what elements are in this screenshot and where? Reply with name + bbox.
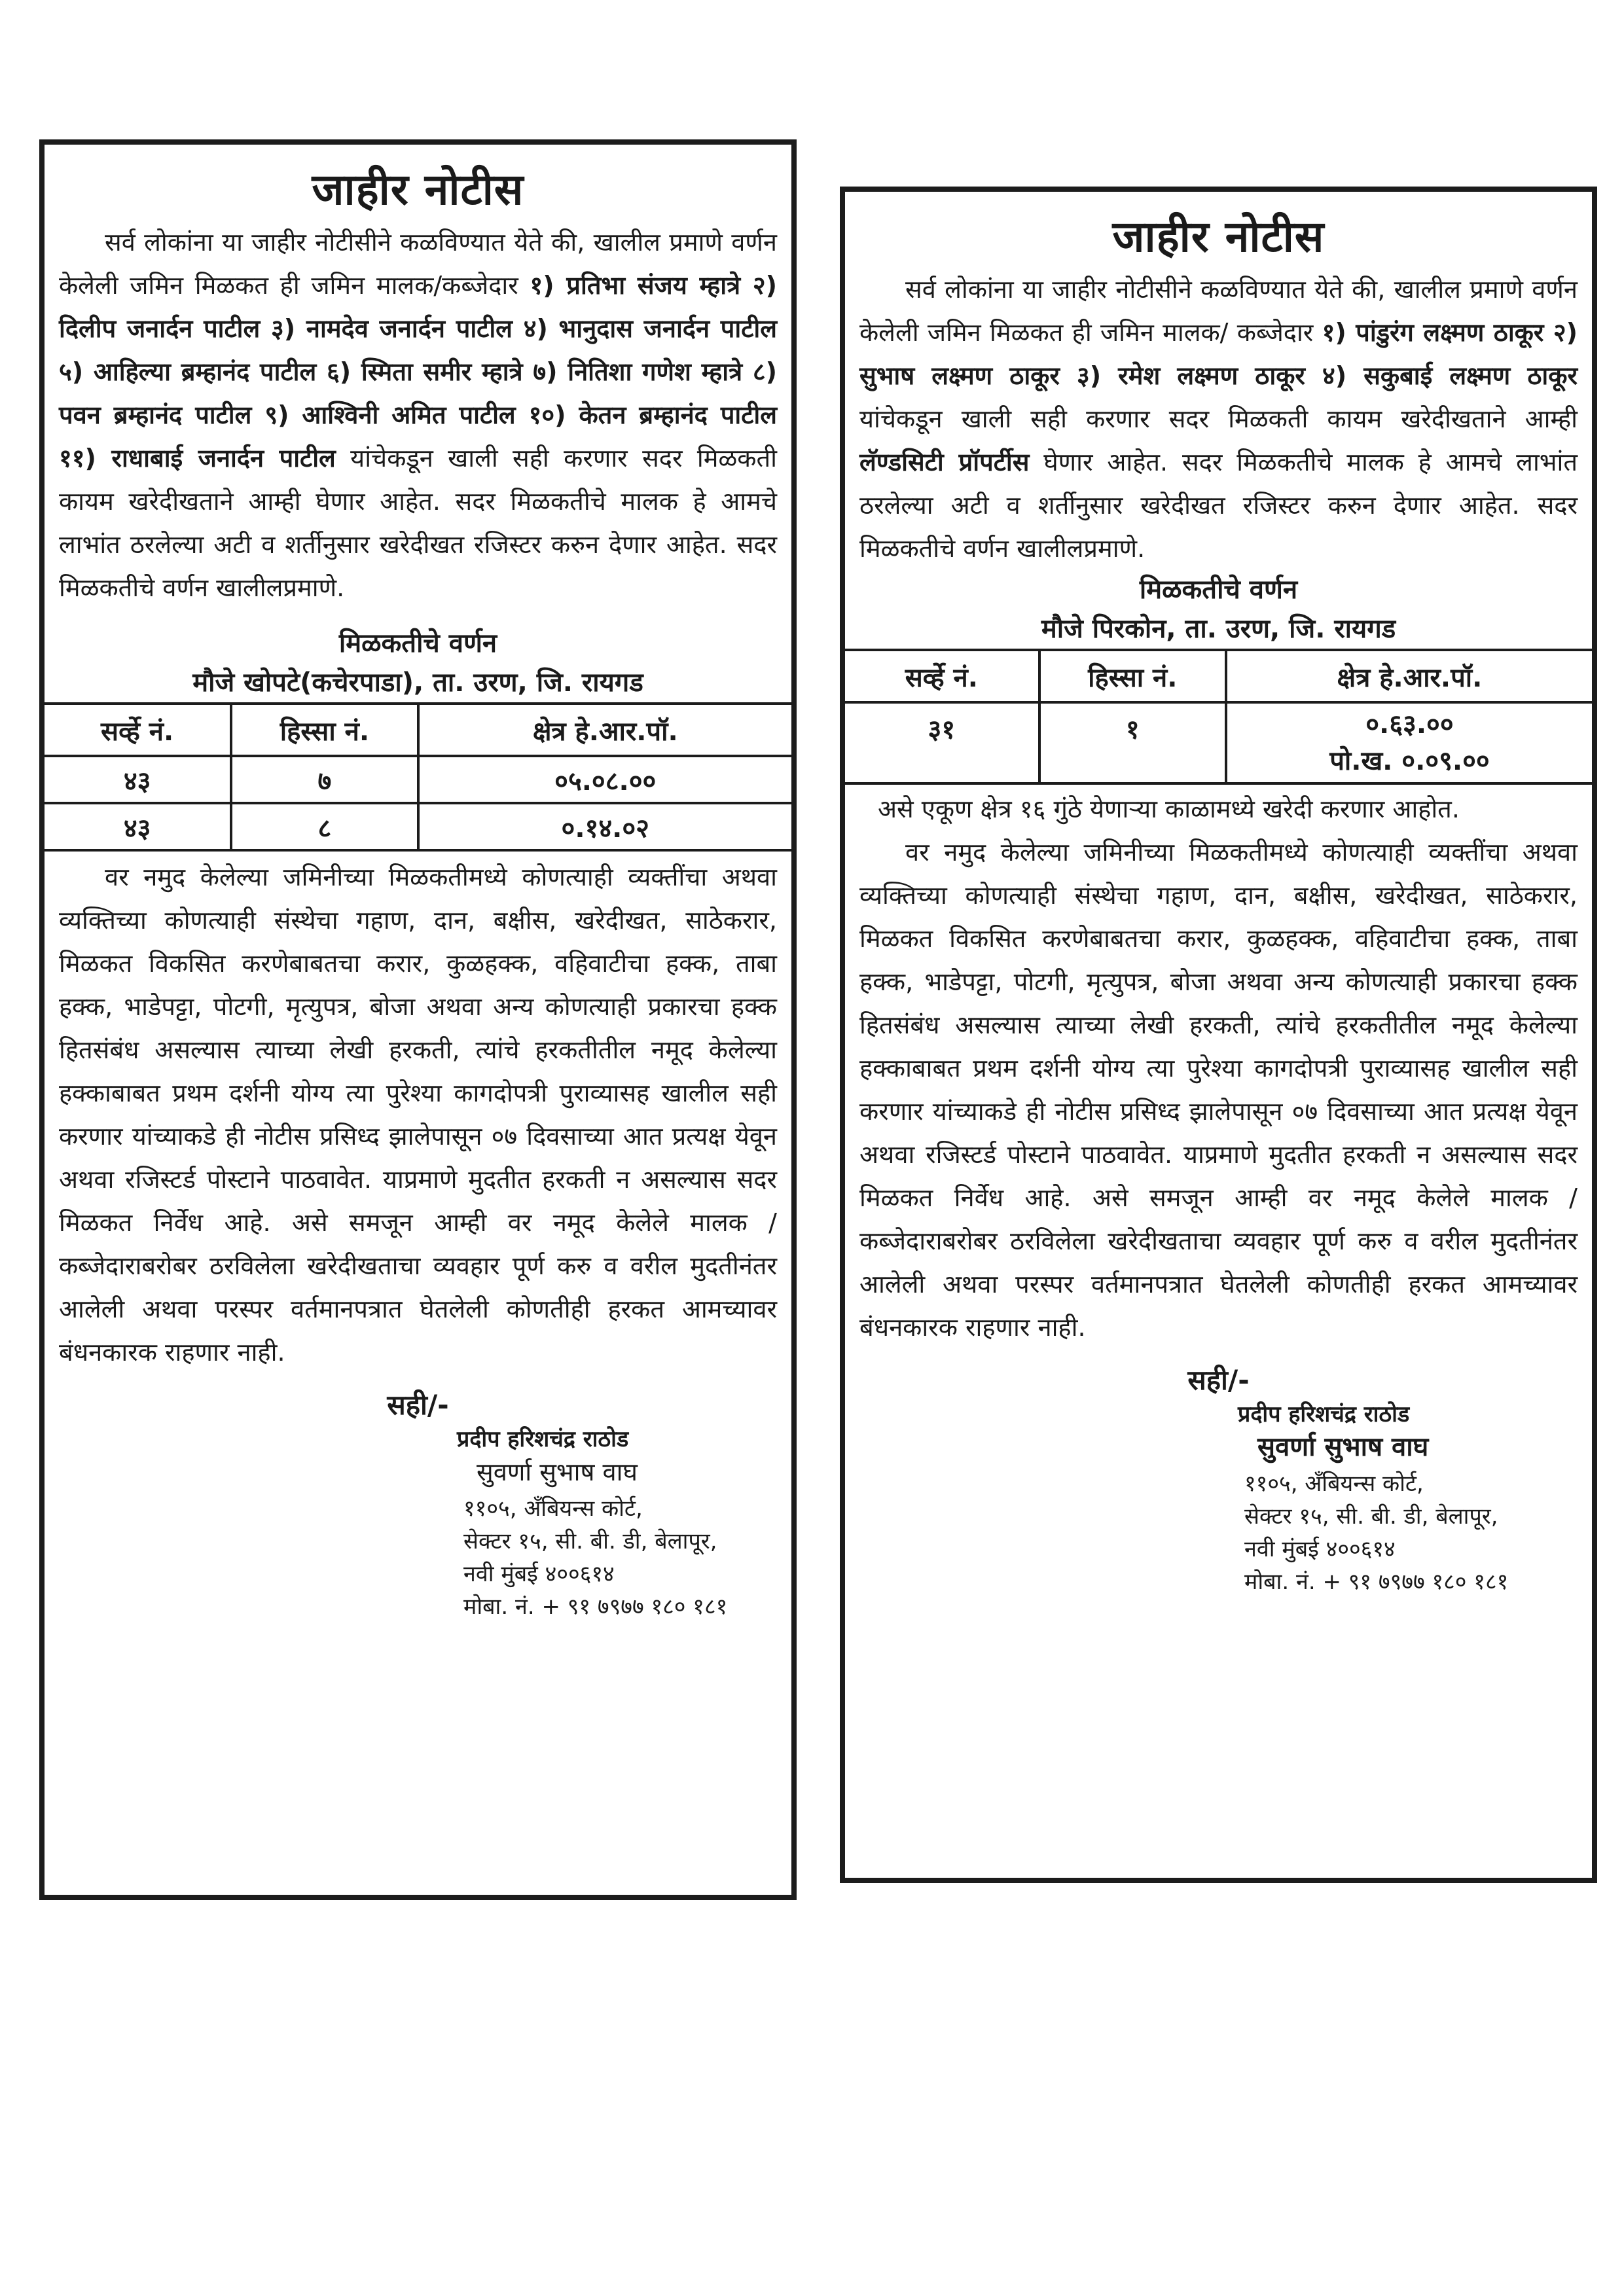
header-survey-no: सर्व्हे नं. xyxy=(45,704,231,756)
village-line: मौजे खोपटे(कचेरपाडा), ता. उरण, जि. रायगड xyxy=(192,668,643,698)
cell-hissa: ८ xyxy=(231,803,418,850)
cell-area xyxy=(1226,702,1592,783)
notice-title: जाहीर नोटीस xyxy=(1112,211,1325,262)
cell-area: ०.१४.०२ xyxy=(418,803,792,850)
signatory-name-1: प्रदीप हरिशचंद्र राठोड xyxy=(1238,1401,1410,1427)
area-pot-kharab: पो.ख. ०.०९.०० xyxy=(1329,746,1490,776)
address-line-3: नवी मुंबई ४००६१४ xyxy=(463,1561,615,1587)
signature-label: सही/- xyxy=(387,1389,449,1421)
address-line-1: ११०५, अँबियन्स कोर्ट, xyxy=(463,1496,643,1522)
address-line-3: नवी मुंबई ४००६१४ xyxy=(1244,1536,1396,1562)
table-row xyxy=(845,702,1592,783)
table-row xyxy=(45,803,791,850)
objection-text: वर नमुद केलेल्या जमिनीच्या मिळकतीमध्ये कोणत्याही व्यक्तींचा अथवा व्यक्तिच्या कोणत्याही संस्थेचा गहाण, दान, बक्षीस, खरेदीखत, साठेकरार, मिळकत विकसित करणेबाबतचा करार, कुळहक्क, वहिवाटीचा हक्क, ताबा हक्क, भाडेपट्टा, पोटगी, मृत्युपत्र, बोजा अथवा अन्य कोणत्याही प्रकारचा हक्क हितसंबंध असल्यास त्याच्या लेखी हरकती, त्यांचे हरकतीतील नमूद केलेल्या हक्काबाबत प्रथम दर्शनी योग्य त्या पुरेश्या कागदोपत्री पुराव्यासह खालील सही करणार यांच्याकडे ही नोटीस प्रसिध्द झालेपासून ०७ दिवसाच्या आत प्रत्यक्ष येवून अथवा रजिस्टर्ड पोस्टाने पाठवावेत. याप्रमाणे मुदतीत हरकती न असल्यास सदर मिळकत निर्वेध आहे. असे समजून आम्ही वर नमूद केलेले मालक / कब्जेदाराबरोबर ठरविलेला खरेदीखताचा व्यवहार पूर्ण करु व वरील मुदतीनंतर आलेली अथवा परस्पर वर्तमानपत्रात घेतलेली कोणतीही हरकत आमच्यावर बंधनकारक राहणार नाही. xyxy=(59,863,777,1367)
table-header-row xyxy=(45,704,791,756)
notice-intro xyxy=(845,268,1592,570)
intro-continuation: यांचेकडून खाली सही करणार सदर मिळकती कायम खरेदीखताने आम्ही घेणार आहेत. सदर मिळकतीचे मालक हे आमचे लाभांत ठरलेल्या अटी व शर्तीनुसार खरेदीखत रजिस्टर करुन देणार आहेत. सदर मिळकतीचे वर्णन खालीलप्रमाणे. xyxy=(59,444,777,602)
cell-survey: ४३ xyxy=(45,803,231,850)
objection-text: वर नमुद केलेल्या जमिनीच्या मिळकतीमध्ये कोणत्याही व्यक्तींचा अथवा व्यक्तिच्या कोणत्याही संस्थेचा गहाण, दान, बक्षीस, खरेदीखत, साठेकरार, मिळकत विकसित करणेबाबतचा करार, कुळहक्क, वहिवाटीचा हक्क, ताबा हक्क, भाडेपट्टा, पोटगी, मृत्युपत्र, बोजा अथवा अन्य कोणत्याही प्रकारचा हक्क हितसंबंध असल्यास त्याच्या लेखी हरकती, त्यांचे हरकतीतील नमूद केलेल्या हक्काबाबत प्रथम दर्शनी योग्य त्या पुरेश्या कागदोपत्री पुराव्यासह खालील सही करणार यांच्याकडे ही नोटीस प्रसिध्द झालेपासून ०७ दिवसाच्या आत प्रत्यक्ष येवून अथवा रजिस्टर्ड पोस्टाने पाठवावेत. याप्रमाणे मुदतीत हरकती न असल्यास सदर मिळकत निर्वेध आहे. असे समजून आम्ही वर नमूद केलेले मालक / कब्जेदाराबरोबर ठरविलेला खरेदीखताचा व्यवहार पूर्ण करु व वरील मुदतीनंतर आलेली अथवा परस्पर वर्तमानपत्रात घेतलेली कोणतीही हरकत आमच्यावर बंधनकारक राहणार नाही. xyxy=(859,838,1578,1342)
buyer-name: लॅण्डसिटी प्रॉपर्टीस xyxy=(859,448,1030,476)
notice-intro xyxy=(45,221,791,609)
signatory-name-2: सुवर्णा सुभाष वाघ xyxy=(477,1458,638,1486)
header-hissa-no: हिस्सा नं. xyxy=(1039,650,1226,702)
signatory-block xyxy=(845,1398,1592,1598)
cell-hissa: १ xyxy=(1039,702,1226,783)
notice-title: जाहीर नोटीस xyxy=(312,164,524,215)
signature-label: सही/- xyxy=(1187,1364,1250,1396)
header-survey-no: सर्व्हे नं. xyxy=(845,650,1039,702)
mobile-number: मोबा. नं. + ९१ ७९७७ १८० १८१ xyxy=(1244,1569,1509,1595)
header-hissa-no: हिस्सा नं. xyxy=(231,704,418,756)
property-table xyxy=(45,702,791,852)
signatory-name-2: सुवर्णा सुभाष वाघ xyxy=(1257,1432,1429,1462)
intro-text: सर्व लोकांना या जाहीर नोटीसीने कळविण्यात येते की, खालील प्रमाणे वर्णन केलेली जमिन मिळकत ही जमिन मालक/कब्जेदार xyxy=(59,228,777,300)
intro-continuation-2: घेणार आहेत. सदर मिळकतीचे मालक हे आमचे लाभांत ठरलेल्या अटी व शर्तीनुसार खरेदीखत रजिस्टर करुन देणार आहेत. सदर मिळकतीचे वर्णन खालीलप्रमाणे. xyxy=(859,448,1578,563)
village-line: मौजे पिरकोन, ता. उरण, जि. रायगड xyxy=(1041,614,1396,644)
table-header-row xyxy=(845,650,1592,702)
header-area: क्षेत्र हे.आर.पॉ. xyxy=(1226,650,1592,702)
mobile-number: मोबा. नं. + ९१ ७९७७ १८० १८१ xyxy=(463,1594,728,1620)
address-line-2: सेक्टर १५, सी. बी. डी, बेलापूर, xyxy=(463,1528,717,1554)
property-heading: मिळकतीचे वर्णन xyxy=(1139,575,1298,605)
public-notice-left xyxy=(39,139,797,1900)
cell-survey: ४३ xyxy=(45,756,231,803)
property-heading: मिळकतीचे वर्णन xyxy=(338,628,497,658)
intro-text: सर्व लोकांना या जाहीर नोटीसीने कळविण्यात येते की, खालील प्रमाणे वर्णन केलेली जमिन मिळकत ही जमिन मालक/ कब्जेदार xyxy=(859,275,1578,347)
address-line-1: ११०५, अँबियन्स कोर्ट, xyxy=(1244,1471,1424,1497)
cell-survey: ३१ xyxy=(845,702,1039,783)
public-notice-right xyxy=(840,187,1597,1883)
intro-continuation: यांचेकडून खाली सही करणार सदर मिळकती कायम खरेदीखताने आम्ही xyxy=(859,404,1578,433)
header-area: क्षेत्र हे.आर.पॉ. xyxy=(418,704,792,756)
address-line-2: सेक्टर १५, सी. बी. डी, बेलापूर, xyxy=(1244,1503,1498,1530)
signatory-block xyxy=(45,1423,791,1623)
owner-names: १) प्रतिभा संजय म्हात्रे २) दिलीप जनार्दन पाटील ३) नामदेव जनार्दन पाटील ४) भानुदास जनार्दन पाटील ५) आहिल्या ब्रम्हानंद पाटील ६) स्मिता समीर म्हात्रे ७) नितिशा गणेश म्हात्रे ८) पवन ब्रम्हानंद पाटील ९) आश्विनी अमित पाटील १०) केतन ब्रम्हानंद पाटील ११) राधाबाई जनार्दन पाटील xyxy=(59,271,778,473)
owner-names: १) पांडुरंग लक्ष्मण ठाकूर २) सुभाष लक्ष्मण ठाकूर ३) रमेश लक्ष्मण ठाकूर ४) सकुबाई लक्ष्मण ठाकूर xyxy=(859,318,1578,390)
cell-hissa: ७ xyxy=(231,756,418,803)
signatory-name-1: प्रदीप हरिशचंद्र राठोड xyxy=(457,1426,629,1452)
area-value: ०.६३.०० xyxy=(1365,709,1454,740)
cell-area: ०५.०८.०० xyxy=(418,756,792,803)
total-area-text: असे एकूण क्षेत्र १६ गुंठे येणाऱ्या काळामध्ये खरेदी करणार आहोत. xyxy=(878,795,1460,823)
table-row xyxy=(45,756,791,803)
property-table xyxy=(845,649,1592,785)
